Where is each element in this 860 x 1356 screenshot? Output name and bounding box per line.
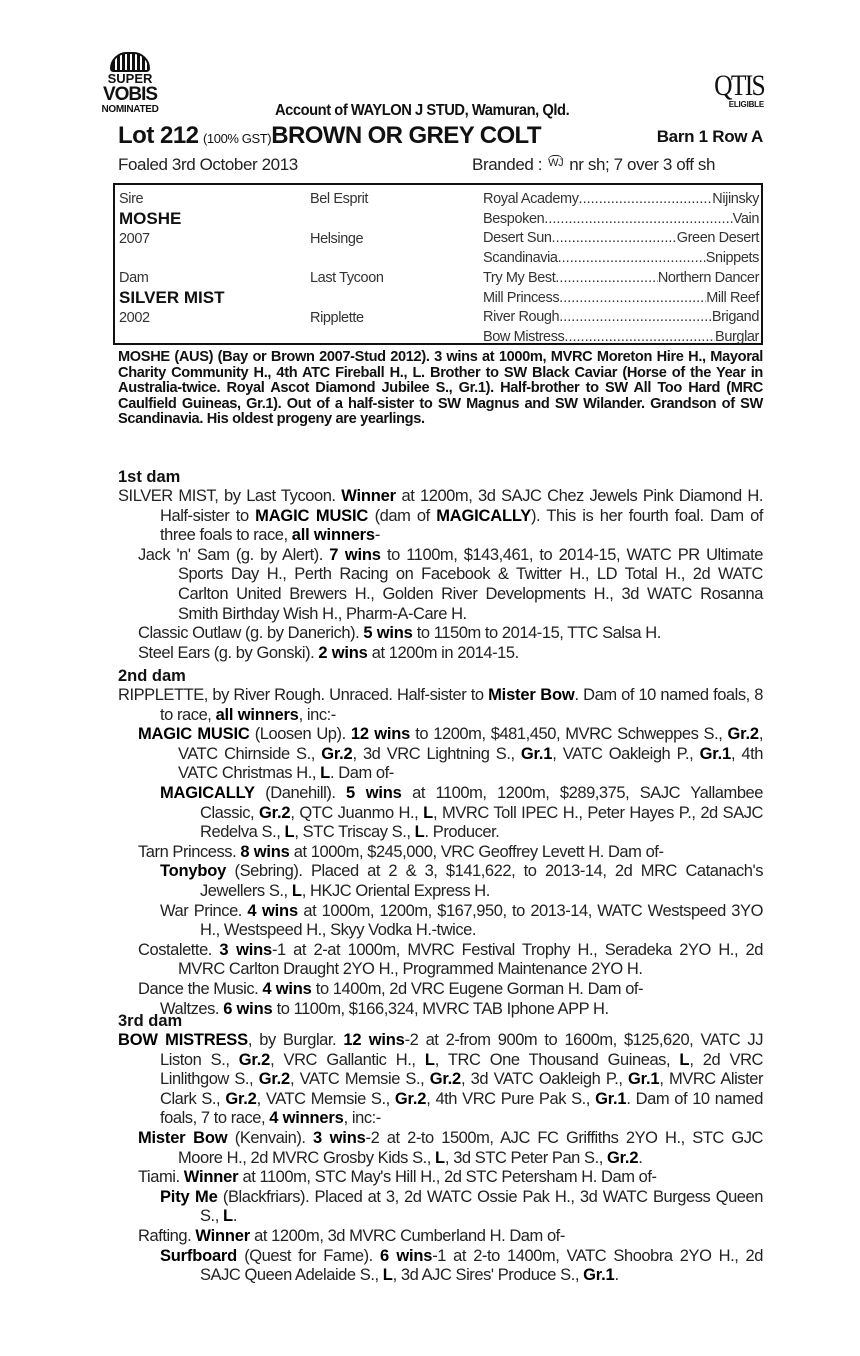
text: at 1000m, 1200m, $167,950, to 2013-14, WATC Westspeed 3YO H., Westspeed H., Skyy Vodka H.-twice. bbox=[200, 901, 763, 940]
text: to 1400m, 2d VRC Eugene Gorman H. Dam of- bbox=[311, 979, 644, 998]
bold-text: 7 wins bbox=[329, 545, 381, 564]
bold-text: L bbox=[414, 823, 425, 842]
bold-text: L bbox=[424, 1050, 435, 1069]
ancestor-name: Mill Princess bbox=[483, 289, 560, 306]
logo-text: SUPER bbox=[107, 71, 153, 86]
dam-name: SILVER MIST bbox=[119, 288, 225, 307]
branded-label: Branded : bbox=[472, 155, 543, 174]
logo-text: VOBIS bbox=[102, 84, 158, 105]
pedigree-entry bbox=[118, 487, 763, 546]
text: at 1100m, STC May's Hill H., 2d STC Petersham H. Dam of- bbox=[238, 1168, 657, 1187]
granddam: Helsinge bbox=[310, 231, 364, 247]
logo-text: ELIGIBLE bbox=[728, 100, 764, 109]
text: , QTC Juanmo H., bbox=[290, 803, 424, 822]
bold-text: 5 wins bbox=[363, 624, 413, 643]
text: Rafting. bbox=[138, 1226, 196, 1245]
text: , VATC Oakleigh P., bbox=[552, 744, 700, 763]
bold-text: MAGICALLY bbox=[160, 783, 255, 802]
bold-text: 2 wins bbox=[318, 643, 368, 662]
pedigree-gen3-row bbox=[483, 290, 759, 310]
text: at 1000m, $245,000, VRC Geoffrey Levett H. Dam of- bbox=[289, 842, 664, 861]
bold-text: 4 wins bbox=[247, 901, 298, 920]
pedigree-entry bbox=[118, 1227, 763, 1247]
pedigree-gen3-row bbox=[483, 309, 759, 329]
text: , HKJC Oriental Express H. bbox=[301, 881, 490, 900]
bold-text: MAGIC MUSIC bbox=[138, 725, 250, 744]
bold-text: L bbox=[679, 1050, 690, 1069]
ancestor-sire: Northern Dancer bbox=[657, 269, 759, 286]
dot-leader bbox=[555, 270, 657, 290]
bold-text: Gr.2 bbox=[225, 1089, 257, 1108]
ancestor-sire: Brigand bbox=[711, 309, 759, 326]
ancestor-name: River Rough bbox=[483, 309, 560, 326]
bold-text: L bbox=[435, 1148, 445, 1167]
dot-leader bbox=[558, 250, 706, 270]
bold-text: Gr.1 bbox=[595, 1089, 627, 1108]
bold-text: L bbox=[291, 881, 302, 900]
bold-text: BOW MISTRESS bbox=[118, 1031, 248, 1049]
pedigree-entry bbox=[118, 644, 763, 664]
bold-text: MAGICALLY bbox=[436, 506, 532, 525]
bold-text: 8 wins bbox=[240, 842, 290, 861]
dot-leader bbox=[559, 290, 706, 310]
bold-text: 5 wins bbox=[346, 783, 402, 802]
text: SILVER MIST, by Last Tycoon. bbox=[118, 487, 342, 505]
bold-text: 4 winners bbox=[269, 1109, 344, 1128]
text: , STC Triscay S., bbox=[294, 823, 415, 842]
ancestor-name: Desert Sun bbox=[483, 230, 552, 247]
ancestor-sire: Vain bbox=[732, 210, 759, 227]
text: Tarn Princess. bbox=[138, 842, 241, 861]
pedigree-gen3-row bbox=[483, 270, 759, 290]
text: , VATC Memsie S., bbox=[256, 1089, 395, 1108]
sire-summary: MOSHE (AUS) (Bay or Brown 2007-Stud 2012). 3 wins at 1000m, MVRC Moreton Hire H., Mayoral Charity Community H., 4th ATC Fireball H., L. Brother to SW Black Caviar (Horse of the Year in Australia-twice. Royal Ascot Diamond Jubilee S., Gr.1). Half-brother to SW All Too Hard (MRC Caulfield Guineas, Gr.1). Out of a half-sister to SW Magnus and SW Wilander. Grandson of SW Scandinavia. His oldest progeny are yearlings. bbox=[118, 349, 763, 428]
bold-text: L bbox=[284, 823, 295, 842]
pedigree-entry bbox=[118, 1247, 763, 1286]
text: , 3d STC Peter Pan S., bbox=[444, 1148, 607, 1167]
bold-text: Surfboard bbox=[160, 1246, 238, 1265]
text: . Dam of- bbox=[330, 764, 394, 783]
bold-text: Gr.1 bbox=[699, 744, 731, 763]
text: to 1100m, $143,461, to 2014-15, WATC PR Ultimate Sports Day H., Perth Racing on Facebook & Twitter H., LD Total H., 2d WATC Carlton United Brewers H., Golden River Developments H., 3d WATC Rosanna Smith Birthday Wish H., Pharm-A-Care H. bbox=[178, 545, 764, 623]
text: Costalette. bbox=[138, 940, 220, 959]
bold-text: all winners bbox=[215, 705, 299, 724]
dot-leader bbox=[544, 211, 732, 231]
text: at 1200m in 2014-15. bbox=[367, 643, 519, 662]
bold-text: Winner bbox=[183, 1168, 239, 1187]
section-1st-dam bbox=[118, 468, 763, 663]
ancestor-sire: Mill Reef bbox=[706, 289, 759, 306]
pedigree-entry bbox=[118, 624, 763, 644]
text: (Danehill). bbox=[254, 783, 346, 802]
pedigree-entry bbox=[118, 843, 763, 863]
logo-text: NOMINATED bbox=[101, 104, 159, 115]
text: War Prince. bbox=[160, 901, 248, 920]
pedigree-gen3-row bbox=[483, 211, 759, 231]
text: , MVRC Alister Clark S., bbox=[160, 1070, 764, 1108]
text: - bbox=[374, 526, 380, 545]
qtis-logo bbox=[688, 69, 764, 109]
text: , MVRC Toll IPEC H., Peter Hayes P., 2d SAJC Redelva S., bbox=[200, 803, 764, 842]
text: , VATC Chirnside S., bbox=[178, 725, 763, 763]
bold-text: Gr.2 bbox=[727, 725, 759, 744]
pedigree-table bbox=[113, 183, 763, 345]
section-2nd-dam bbox=[118, 667, 763, 1019]
text: , by Burglar. bbox=[247, 1031, 344, 1049]
text: . Dam of 10 named foals, 8 to race, bbox=[160, 686, 764, 724]
text: Steel Ears (g. by Gonski). bbox=[138, 643, 319, 662]
text: Classic Outlaw (g. by Danerich). bbox=[138, 624, 364, 643]
dot-leader bbox=[559, 309, 712, 329]
super-vobis-logo bbox=[95, 52, 165, 116]
ancestor-name: Scandinavia bbox=[483, 250, 558, 267]
bold-text: all winners bbox=[291, 526, 375, 545]
text: ). This is her fourth foal. Dam of three foals to race, bbox=[160, 506, 764, 545]
text: Waltzes. bbox=[160, 999, 224, 1018]
grandsire: Bel Esprit bbox=[310, 191, 369, 207]
pedigree-entry bbox=[118, 980, 763, 1000]
dot-leader bbox=[552, 230, 677, 250]
dot-leader bbox=[579, 191, 713, 211]
text: to 1200m, $481,450, MVRC Schweppes S., bbox=[410, 725, 728, 744]
text: (Kenvain). bbox=[227, 1128, 313, 1147]
bold-text: 6 wins bbox=[379, 1246, 433, 1265]
section-heading: 3rd dam bbox=[118, 1012, 183, 1030]
text: -2 at 2-from 900m to 1600m, $125,620, VATC JJ Liston S., bbox=[160, 1031, 764, 1069]
barn-location: Barn 1 Row A bbox=[656, 127, 763, 146]
bold-text: Mister Bow bbox=[138, 1128, 228, 1147]
text: -1 at 2-at 1000m, MVRC Festival Trophy H., Seradeka 2YO H., 2d MVRC Carlton Draught 2YO H., Programmed Maintenance 2YO H. bbox=[178, 940, 763, 979]
text: at 1200m, 3d SAJC Chez Jewels Pink Diamond H. Half-sister to bbox=[160, 487, 764, 525]
text: (Sebring). Placed at 2 & 3, $141,622, to 2013-14, 2d MRC Catanach's Jewellers S., bbox=[200, 862, 763, 900]
bold-text: 3 wins bbox=[312, 1128, 366, 1147]
ancestor-name: Royal Academy bbox=[483, 191, 579, 207]
text: , inc:- bbox=[298, 705, 336, 724]
bold-text: Gr.2 bbox=[606, 1148, 639, 1167]
ancestor-sire: Green Desert bbox=[676, 230, 759, 247]
pedigree-gen3-row bbox=[483, 230, 759, 250]
section-heading: 1st dam bbox=[118, 468, 181, 486]
text: RIPPLETTE, by River Rough. Unraced. Half-sister to bbox=[118, 686, 489, 704]
vendor-account: Account of WAYLON J STUD, Wamuran, Qld. bbox=[275, 102, 570, 119]
bold-text: Winner bbox=[341, 487, 396, 505]
bold-text: 4 wins bbox=[262, 979, 312, 998]
bold-text: 12 wins bbox=[343, 1031, 405, 1049]
bold-text: Gr.2 bbox=[259, 803, 291, 822]
bold-text: Gr.1 bbox=[583, 1266, 615, 1285]
bold-text: L bbox=[423, 803, 434, 822]
ancestor-sire: Snippets bbox=[705, 250, 759, 267]
bold-text: Tonyboy bbox=[160, 862, 227, 881]
text: . bbox=[638, 1148, 643, 1167]
logo-text: QTIS bbox=[714, 69, 764, 102]
text: (Quest for Fame). bbox=[237, 1246, 380, 1265]
horse-description: BROWN OR GREY COLT bbox=[271, 122, 541, 149]
branding bbox=[472, 155, 715, 175]
dam-year: 2002 bbox=[119, 310, 150, 326]
text: to 1100m, $166,324, MVRC TAB Iphone APP H. bbox=[272, 999, 609, 1018]
ancestor-name: Bespoken bbox=[483, 210, 545, 227]
sire-year: 2007 bbox=[119, 231, 150, 247]
text: , 4th VRC Pure Pak S., bbox=[426, 1089, 596, 1108]
pedigree-gen3-row bbox=[483, 329, 759, 349]
foaled-date: Foaled 3rd October 2013 bbox=[118, 155, 298, 174]
bold-text: L bbox=[320, 764, 330, 783]
bold-text: Gr.2 bbox=[429, 1070, 462, 1089]
text: (Loosen Up). bbox=[249, 725, 351, 744]
sire-label: Sire bbox=[119, 191, 144, 207]
text: at 1200m, 3d MVRC Cumberland H. Dam of- bbox=[249, 1226, 565, 1245]
pedigree-gen3-row bbox=[483, 250, 759, 270]
bold-text: 3 wins bbox=[219, 940, 272, 959]
pedigree-entry bbox=[118, 784, 763, 843]
pedigree-entry bbox=[118, 1031, 763, 1129]
text: . bbox=[614, 1266, 619, 1285]
granddam: Ripplette bbox=[310, 310, 364, 326]
bold-text: 12 wins bbox=[350, 725, 411, 744]
section-heading: 2nd dam bbox=[118, 667, 186, 685]
text: , VRC Gallantic H., bbox=[270, 1050, 425, 1069]
bold-text: Winner bbox=[195, 1226, 250, 1245]
dam-label: Dam bbox=[119, 270, 149, 286]
brand-detail: nr sh; 7 over 3 off sh bbox=[569, 155, 716, 174]
crown-icon bbox=[110, 52, 150, 72]
pedigree-entry bbox=[118, 686, 763, 725]
text: . bbox=[232, 1207, 237, 1226]
pedigree-entry bbox=[118, 902, 763, 941]
section-3rd-dam bbox=[118, 1012, 763, 1286]
pedigree-entry bbox=[118, 1168, 763, 1188]
bold-text: MAGIC MUSIC bbox=[255, 506, 369, 525]
text: to 1150m to 2014-15, TTC Salsa H. bbox=[412, 624, 661, 643]
lot-number: Lot 212 bbox=[118, 122, 199, 149]
text: , inc:- bbox=[343, 1109, 381, 1128]
bold-text: Gr.2 bbox=[238, 1050, 271, 1069]
bold-text: L bbox=[222, 1207, 233, 1226]
text: , 4th VATC Christmas H., bbox=[178, 744, 763, 783]
sire-name: MOSHE bbox=[119, 209, 182, 228]
text: , 3d VRC Lightning S., bbox=[352, 744, 521, 763]
bold-text: Gr.2 bbox=[394, 1089, 427, 1108]
grandsire: Last Tycoon bbox=[310, 270, 384, 286]
text: -1 at 2-to 1400m, VATC Shoobra 2YO H., 2d SAJC Queen Adelaide S., bbox=[200, 1246, 763, 1285]
dot-leader bbox=[564, 329, 715, 349]
text: , 3d VATC Oakleigh P., bbox=[461, 1070, 629, 1089]
text: , 2d VRC Linlithgow S., bbox=[160, 1050, 764, 1089]
lot-heading bbox=[118, 122, 763, 150]
text: , VATC Memsie S., bbox=[290, 1070, 430, 1089]
ancestor-name: Bow Mistress bbox=[483, 328, 565, 345]
pedigree-entry bbox=[118, 725, 763, 784]
text: (dam of bbox=[368, 506, 437, 525]
pedigree-entry bbox=[118, 941, 763, 980]
bold-text: Gr.2 bbox=[258, 1070, 290, 1089]
brand-mark: WJ bbox=[548, 157, 564, 169]
bold-text: 6 wins bbox=[223, 999, 273, 1018]
ancestor-sire: Nijinsky bbox=[712, 191, 759, 207]
text: (Blackfriars). Placed at 3, 2d WATC Ossie Pak H., 3d WATC Burgess Queen S., bbox=[200, 1187, 763, 1226]
bold-text: Pity Me bbox=[160, 1187, 218, 1206]
gst-note: (100% GST) bbox=[202, 131, 272, 146]
bold-text: Gr.2 bbox=[321, 744, 353, 763]
text: , TRC One Thousand Guineas, bbox=[434, 1050, 680, 1069]
text: . Dam of 10 named foals, 7 to race, bbox=[160, 1089, 763, 1128]
pedigree-entry bbox=[118, 1129, 763, 1168]
bold-text: L bbox=[382, 1266, 393, 1285]
text: at 1100m, 1200m, $289,375, SAJC Yallambee Classic, bbox=[200, 783, 763, 822]
pedigree-entry bbox=[118, 862, 763, 901]
text: Dance the Music. bbox=[138, 979, 263, 998]
text: , 3d AJC Sires' Produce S., bbox=[392, 1266, 584, 1285]
text: -2 at 2-to 1500m, AJC FC Griffiths 2YO H., STC GJC Moore H., 2d MVRC Grosby Kids S., bbox=[178, 1128, 763, 1167]
pedigree-gen3-row bbox=[483, 191, 759, 211]
bold-text: Mister Bow bbox=[488, 686, 575, 704]
text: . Producer. bbox=[424, 823, 500, 842]
text: Tiami. bbox=[138, 1168, 184, 1187]
ancestor-name: Try My Best bbox=[483, 269, 556, 286]
pedigree-entry bbox=[118, 546, 763, 624]
pedigree-entry bbox=[118, 1188, 763, 1227]
bold-text: Gr.1 bbox=[628, 1070, 660, 1089]
bold-text: Gr.1 bbox=[520, 744, 553, 763]
text: Jack 'n' Sam (g. by Alert). bbox=[138, 545, 330, 564]
ancestor-sire: Burglar bbox=[715, 328, 759, 345]
